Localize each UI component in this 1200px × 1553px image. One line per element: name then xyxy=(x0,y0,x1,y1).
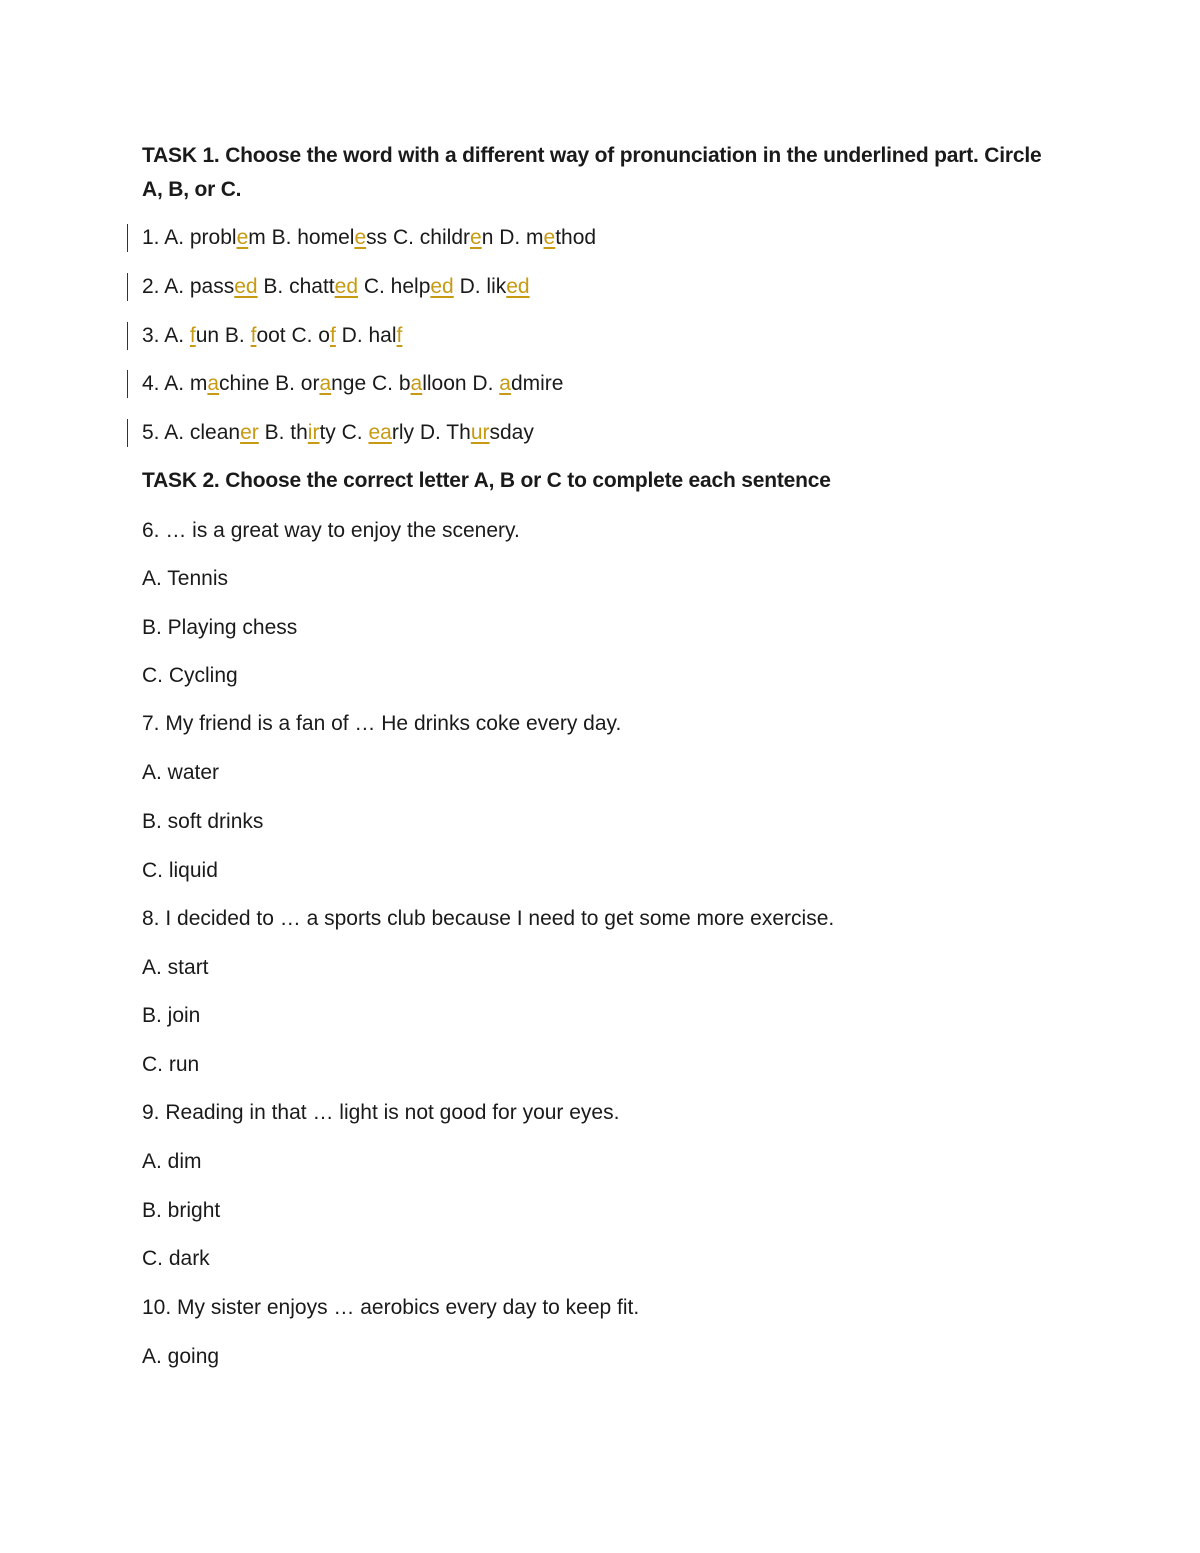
question-text: chine B. or xyxy=(219,372,320,395)
question-text: sday xyxy=(489,421,534,444)
question-8: 8. I decided to … a sports club because I need to get some more exercise. xyxy=(142,907,835,930)
question-text: 5. A. clean xyxy=(142,421,241,444)
question-text: dmire xyxy=(510,372,564,395)
underlined-part: a xyxy=(410,372,423,395)
question-text: m B. homel xyxy=(248,226,355,249)
underlined-part: e xyxy=(354,226,367,249)
change-bar xyxy=(127,273,128,301)
underlined-part: e xyxy=(236,226,249,249)
question-text: 1. A. probl xyxy=(142,226,237,249)
question-text: D. lik xyxy=(453,275,507,298)
q6-option-a: A. Tennis xyxy=(142,567,228,590)
underlined-part: a xyxy=(499,372,511,395)
underlined-part: ed xyxy=(334,275,358,298)
q9-option-c: C. dark xyxy=(142,1247,210,1270)
q7-option-c: C. liquid xyxy=(142,859,218,882)
q8-option-c: C. run xyxy=(142,1053,200,1076)
question-text: un B. xyxy=(195,324,251,347)
underlined-part: f xyxy=(329,324,336,347)
question-text: C. help xyxy=(358,275,431,298)
underlined-part: a xyxy=(207,372,220,395)
underlined-part: f xyxy=(250,324,257,347)
question-text: D. hal xyxy=(335,324,397,347)
underlined-part: ea xyxy=(368,421,392,444)
question-text: rly D. Th xyxy=(391,421,471,444)
underlined-part: ed xyxy=(430,275,454,298)
question-6: 6. … is a great way to enjoy the scenery. xyxy=(142,519,520,542)
task1-question-3 xyxy=(142,321,402,351)
q7-option-a: A. water xyxy=(142,761,220,784)
underlined-part: ir xyxy=(307,421,320,444)
question-text: n D. m xyxy=(481,226,544,249)
question-text: ss C. childr xyxy=(366,226,470,249)
q9-option-b: B. bright xyxy=(142,1199,221,1222)
q6-option-c: C. Cycling xyxy=(142,664,238,687)
underlined-part: e xyxy=(470,226,482,249)
change-bar xyxy=(127,370,128,398)
question-text: nge C. b xyxy=(331,372,411,395)
task2-title: TASK 2. Choose the correct letter A, B or C to complete each sentence xyxy=(142,469,831,492)
underlined-part: ur xyxy=(470,421,490,444)
task1-question-1 xyxy=(142,223,596,253)
question-text: B. chatt xyxy=(257,275,335,298)
underlined-part: f xyxy=(189,324,196,347)
question-text: B. th xyxy=(258,421,308,444)
question-text: 3. A. xyxy=(142,324,190,347)
q8-option-b: B. join xyxy=(142,1004,201,1027)
question-text: thod xyxy=(555,226,597,249)
question-text: oot C. o xyxy=(256,324,330,347)
question-7: 7. My friend is a fan of … He drinks coke every day. xyxy=(142,712,622,735)
question-text: lloon D. xyxy=(422,372,500,395)
question-text: 4. A. m xyxy=(142,372,208,395)
underlined-part: ed xyxy=(506,275,530,298)
underlined-part: ed xyxy=(234,275,258,298)
task1-question-5 xyxy=(142,418,534,448)
underlined-part: er xyxy=(240,421,259,444)
q10-option-a: A. going xyxy=(142,1345,220,1368)
q8-option-a: A. start xyxy=(142,956,209,979)
question-9: 9. Reading in that … light is not good for your eyes. xyxy=(142,1101,620,1124)
task1-title-line2: A, B, or C. xyxy=(142,178,242,201)
task1-question-2 xyxy=(142,272,530,302)
task1-title-line1: TASK 1. Choose the word with a different way of pronunciation in the underlined part. Circle xyxy=(142,144,1042,167)
q9-option-a: A. dim xyxy=(142,1150,202,1173)
change-bar xyxy=(127,419,128,447)
q6-option-b: B. Playing chess xyxy=(142,616,298,639)
q7-option-b: B. soft drinks xyxy=(142,810,264,833)
task1-question-4 xyxy=(142,369,563,399)
underlined-part: e xyxy=(543,226,556,249)
question-text: 2. A. pass xyxy=(142,275,235,298)
underlined-part: a xyxy=(319,372,332,395)
question-text: ty C. xyxy=(319,421,369,444)
change-bar xyxy=(127,224,128,252)
change-bar xyxy=(127,322,128,350)
underlined-part: f xyxy=(396,324,403,347)
question-10: 10. My sister enjoys … aerobics every day to keep fit. xyxy=(142,1296,640,1319)
